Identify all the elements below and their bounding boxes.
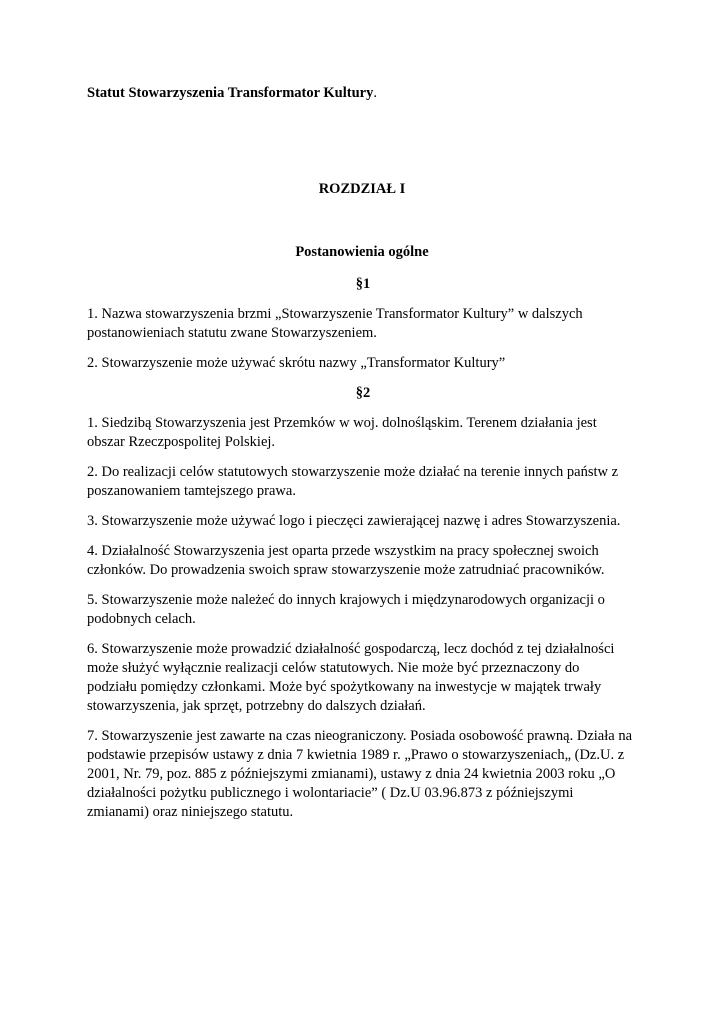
clause-2-5 (87, 591, 639, 629)
clause-text: 1. Siedzibą Stowarzyszenia jest Przemków w woj. dolnośląskim. Terenem działania jest obszar Rzeczpospolitej Polskiej. (87, 415, 597, 450)
clause-text: 5. Stowarzyszenie może należeć do innych krajowych i międzynarodowych organizacji o podobnych celach. (87, 592, 605, 627)
clause-text: 1. Nazwa stowarzyszenia brzmi „Stowarzyszenie Transformator Kultury” w dalszych postanowieniach statutu zwane Stowarzyszeniem. (87, 306, 583, 341)
clause-text: 7. Stowarzyszenie jest zawarte na czas nieograniczony. Posiada osobowość prawną. Działa na podstawie przepisów ustawy z dnia 7 kwietnia 1989 r. „Prawo o stowarzyszeniach„ (Dz.U. z 2001, Nr. 79, poz. 885 z późniejszymi zmianami), ustawy z dnia 24 kwietnia 2003 roku „O działalności pożytku publicznego i wolontariacie” ( Dz.U 03.96.873 z późniejszymi zmianami) oraz niniejszego statutu. (87, 728, 633, 820)
clause-text: 3. Stowarzyszenie może używać logo i pieczęci zawierającej nazwę i adres Stowarzyszenia. (87, 513, 621, 529)
clause-text: 2. Do realizacji celów statutowych stowarzyszenie może działać na terenie innych państw z poszanowaniem tamtejszego prawa. (87, 464, 619, 499)
document-title-main: Statut Stowarzyszenia Transformator Kultury (87, 85, 374, 101)
document-title-period: . (373, 85, 377, 101)
clause-text: 2. Stowarzyszenie może używać skrótu nazwy „Transformator Kultury” (87, 355, 506, 371)
paragraph-symbol: §1 (355, 276, 371, 292)
clause-2-1 (87, 414, 639, 452)
clause-1-1 (87, 305, 639, 343)
document-title (87, 84, 377, 103)
clause-2-2 (87, 463, 639, 501)
clause-2-4 (87, 542, 639, 580)
chapter-heading: ROZDZIAŁ I (318, 181, 406, 197)
section-heading: Postanowienia ogólne (295, 244, 429, 260)
paragraph-2 (87, 384, 639, 822)
clause-2-3 (87, 512, 639, 531)
clause-2-6 (87, 640, 639, 716)
statute-body (87, 275, 639, 833)
paragraph-symbol: §2 (355, 385, 371, 401)
clause-1-2 (87, 354, 639, 373)
clause-text: 6. Stowarzyszenie może prowadzić działalność gospodarczą, lecz dochód z tej działalności może służyć wyłącznie realizacji celów statutowych. Nie może być przeznaczony do podziału pomiędzy członkami. Może być spożytkowany na inwestycje w majątek trwały stowarzyszenia, jak sprzęt, potrzebny do dalszych działań. (87, 641, 615, 714)
clause-2-7 (87, 727, 639, 822)
paragraph-1 (87, 275, 639, 373)
clause-text: 4. Działalność Stowarzyszenia jest oparta przede wszystkim na pracy społecznej swoich członków. Do prowadzenia swoich spraw stowarzyszenie może zatrudniać pracowników. (87, 543, 605, 578)
